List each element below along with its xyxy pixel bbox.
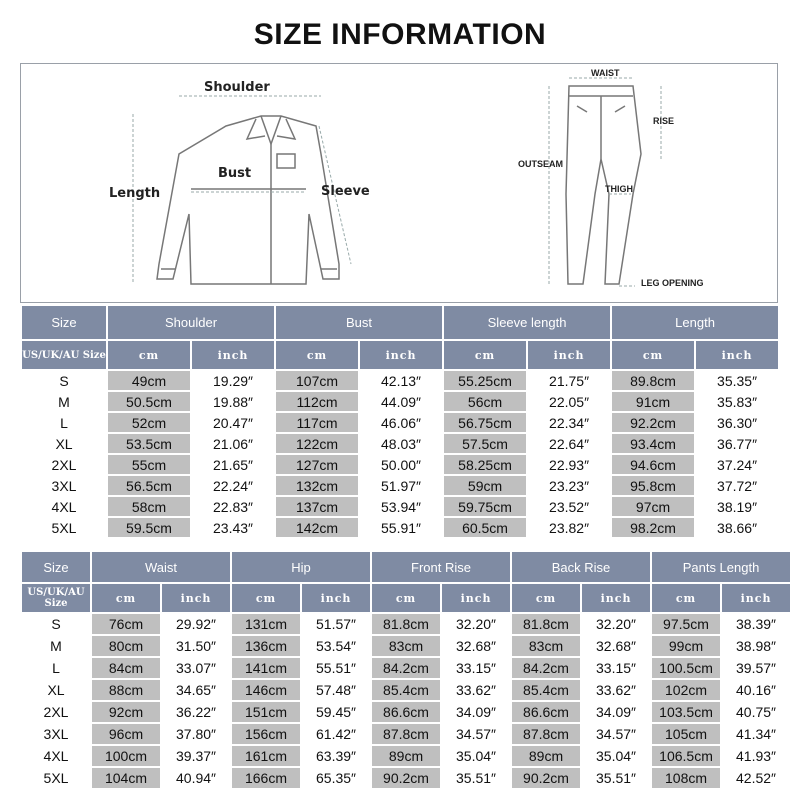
inch-value-cell: 38.98″: [722, 636, 790, 656]
inch-value-cell: 46.06″: [360, 413, 442, 432]
size-column-header: Size: [22, 306, 106, 339]
cm-value-cell: 132cm: [276, 476, 358, 495]
cm-value-cell: 94.6cm: [612, 455, 694, 474]
inch-value-cell: 34.65″: [162, 680, 230, 700]
inch-value-cell: 22.24″: [192, 476, 274, 495]
inch-value-cell: 19.88″: [192, 392, 274, 411]
cm-value-cell: 104cm: [92, 768, 160, 788]
column-header: Front Rise: [372, 552, 510, 582]
size-cell: S: [22, 614, 90, 634]
leg-opening-label: LEG OPENING: [641, 278, 704, 288]
inch-value-cell: 38.19″: [696, 497, 778, 516]
inch-value-cell: 42.52″: [722, 768, 790, 788]
cm-value-cell: 90.2cm: [372, 768, 440, 788]
inch-value-cell: 23.82″: [528, 518, 610, 537]
inch-value-cell: 50.00″: [360, 455, 442, 474]
cm-value-cell: 80cm: [92, 636, 160, 656]
cm-value-cell: 93.4cm: [612, 434, 694, 453]
inch-value-cell: 35.04″: [582, 746, 650, 766]
inch-value-cell: 22.93″: [528, 455, 610, 474]
cm-value-cell: 84.2cm: [372, 658, 440, 678]
inch-value-cell: 51.97″: [360, 476, 442, 495]
inch-value-cell: 32.68″: [442, 636, 510, 656]
size-cell: 4XL: [22, 746, 90, 766]
table-row: [22, 413, 778, 432]
unit-inch-label: inch: [162, 584, 230, 612]
cm-value-cell: 137cm: [276, 497, 358, 516]
table-row: [22, 768, 790, 788]
unit-inch-label: inch: [360, 341, 442, 369]
waist-label: WAIST: [591, 68, 620, 78]
cm-value-cell: 99cm: [652, 636, 720, 656]
unit-cm-label: cm: [276, 341, 358, 369]
inch-value-cell: 40.94″: [162, 768, 230, 788]
cm-value-cell: 90.2cm: [512, 768, 580, 788]
cm-value-cell: 100.5cm: [652, 658, 720, 678]
table-header-row: [22, 306, 778, 339]
cm-value-cell: 55.25cm: [444, 371, 526, 390]
inch-value-cell: 41.93″: [722, 746, 790, 766]
size-cell: 2XL: [22, 702, 90, 722]
inch-value-cell: 48.03″: [360, 434, 442, 453]
unit-cm-label: cm: [372, 584, 440, 612]
inch-value-cell: 32.20″: [582, 614, 650, 634]
cm-value-cell: 98.2cm: [612, 518, 694, 537]
cm-value-cell: 117cm: [276, 413, 358, 432]
table-unit-row: [22, 341, 778, 369]
unit-inch-label: inch: [722, 584, 790, 612]
unit-inch-label: inch: [302, 584, 370, 612]
inch-value-cell: 65.35″: [302, 768, 370, 788]
inch-value-cell: 37.24″: [696, 455, 778, 474]
inch-value-cell: 23.23″: [528, 476, 610, 495]
inch-value-cell: 42.13″: [360, 371, 442, 390]
table-row: [22, 724, 790, 744]
table-row: [22, 614, 790, 634]
unit-cm-label: cm: [92, 584, 160, 612]
size-system-label: US/UK/AU Size: [22, 341, 106, 369]
inch-value-cell: 21.75″: [528, 371, 610, 390]
inch-value-cell: 40.75″: [722, 702, 790, 722]
inch-value-cell: 44.09″: [360, 392, 442, 411]
cm-value-cell: 59.75cm: [444, 497, 526, 516]
table-row: [22, 392, 778, 411]
table-unit-row: [22, 584, 790, 612]
inch-value-cell: 34.57″: [442, 724, 510, 744]
column-header: Waist: [92, 552, 230, 582]
cm-value-cell: 112cm: [276, 392, 358, 411]
cm-value-cell: 91cm: [612, 392, 694, 411]
column-header: Pants Length: [652, 552, 790, 582]
size-cell: XL: [22, 434, 106, 453]
inch-value-cell: 34.09″: [442, 702, 510, 722]
inch-value-cell: 35.35″: [696, 371, 778, 390]
cm-value-cell: 84cm: [92, 658, 160, 678]
cm-value-cell: 86.6cm: [372, 702, 440, 722]
cm-value-cell: 56.5cm: [108, 476, 190, 495]
inch-value-cell: 37.72″: [696, 476, 778, 495]
page-title: SIZE INFORMATION: [253, 18, 547, 51]
inch-value-cell: 22.83″: [192, 497, 274, 516]
rise-label: RISE: [653, 116, 675, 126]
inch-value-cell: 23.43″: [192, 518, 274, 537]
cm-value-cell: 59.5cm: [108, 518, 190, 537]
inch-value-cell: 33.15″: [442, 658, 510, 678]
unit-cm-label: cm: [444, 341, 526, 369]
size-cell: L: [22, 413, 106, 432]
table-row: [22, 518, 778, 537]
cm-value-cell: 161cm: [232, 746, 300, 766]
cm-value-cell: 166cm: [232, 768, 300, 788]
shirt-and-pants-diagram: [21, 64, 779, 304]
cm-value-cell: 92.2cm: [612, 413, 694, 432]
inch-value-cell: 63.39″: [302, 746, 370, 766]
table-row: [22, 636, 790, 656]
column-header: Hip: [232, 552, 370, 582]
inch-value-cell: 20.47″: [192, 413, 274, 432]
inch-value-cell: 51.57″: [302, 614, 370, 634]
inch-value-cell: 57.48″: [302, 680, 370, 700]
table-row: [22, 746, 790, 766]
cm-value-cell: 58cm: [108, 497, 190, 516]
inch-value-cell: 35.04″: [442, 746, 510, 766]
unit-cm-label: cm: [652, 584, 720, 612]
inch-value-cell: 31.50″: [162, 636, 230, 656]
size-cell: S: [22, 371, 106, 390]
inch-value-cell: 32.20″: [442, 614, 510, 634]
cm-value-cell: 100cm: [92, 746, 160, 766]
cm-value-cell: 142cm: [276, 518, 358, 537]
cm-value-cell: 102cm: [652, 680, 720, 700]
size-cell: 3XL: [22, 724, 90, 744]
size-cell: M: [22, 636, 90, 656]
cm-value-cell: 97.5cm: [652, 614, 720, 634]
outseam-label: OUTSEAM: [518, 159, 563, 169]
size-cell: L: [22, 658, 90, 678]
cm-value-cell: 56cm: [444, 392, 526, 411]
unit-cm-label: cm: [108, 341, 190, 369]
unit-inch-label: inch: [442, 584, 510, 612]
inch-value-cell: 33.62″: [442, 680, 510, 700]
cm-value-cell: 95.8cm: [612, 476, 694, 495]
inch-value-cell: 53.94″: [360, 497, 442, 516]
table-header-row: [22, 552, 790, 582]
size-cell: 4XL: [22, 497, 106, 516]
cm-value-cell: 89.8cm: [612, 371, 694, 390]
table-row: [22, 476, 778, 495]
cm-value-cell: 105cm: [652, 724, 720, 744]
unit-inch-label: inch: [192, 341, 274, 369]
cm-value-cell: 103.5cm: [652, 702, 720, 722]
table-row: [22, 455, 778, 474]
inch-value-cell: 19.29″: [192, 371, 274, 390]
inch-value-cell: 22.64″: [528, 434, 610, 453]
size-cell: M: [22, 392, 106, 411]
inch-value-cell: 36.22″: [162, 702, 230, 722]
column-header: Length: [612, 306, 778, 339]
unit-cm-label: cm: [512, 584, 580, 612]
inch-value-cell: 38.66″: [696, 518, 778, 537]
inch-value-cell: 21.06″: [192, 434, 274, 453]
table-row: [22, 702, 790, 722]
cm-value-cell: 136cm: [232, 636, 300, 656]
cm-value-cell: 106.5cm: [652, 746, 720, 766]
cm-value-cell: 146cm: [232, 680, 300, 700]
column-header: Bust: [276, 306, 442, 339]
column-header: Sleeve length: [444, 306, 610, 339]
size-column-header: Size: [22, 552, 90, 582]
inch-value-cell: 35.51″: [442, 768, 510, 788]
inch-value-cell: 55.51″: [302, 658, 370, 678]
cm-value-cell: 87.8cm: [512, 724, 580, 744]
cm-value-cell: 84.2cm: [512, 658, 580, 678]
size-cell: 3XL: [22, 476, 106, 495]
cm-value-cell: 89cm: [372, 746, 440, 766]
cm-value-cell: 49cm: [108, 371, 190, 390]
cm-value-cell: 50.5cm: [108, 392, 190, 411]
column-header: Back Rise: [512, 552, 650, 582]
cm-value-cell: 81.8cm: [512, 614, 580, 634]
cm-value-cell: 56.75cm: [444, 413, 526, 432]
inch-value-cell: 39.57″: [722, 658, 790, 678]
cm-value-cell: 156cm: [232, 724, 300, 744]
size-cell: 2XL: [22, 455, 106, 474]
cm-value-cell: 60.5cm: [444, 518, 526, 537]
column-header: Shoulder: [108, 306, 274, 339]
cm-value-cell: 55cm: [108, 455, 190, 474]
inch-value-cell: 23.52″: [528, 497, 610, 516]
cm-value-cell: 85.4cm: [512, 680, 580, 700]
table-row: [22, 434, 778, 453]
cm-value-cell: 81.8cm: [372, 614, 440, 634]
inch-value-cell: 21.65″: [192, 455, 274, 474]
inch-value-cell: 32.68″: [582, 636, 650, 656]
inch-value-cell: 34.09″: [582, 702, 650, 722]
inch-value-cell: 53.54″: [302, 636, 370, 656]
cm-value-cell: 131cm: [232, 614, 300, 634]
shirt-size-table: [20, 304, 780, 539]
inch-value-cell: 38.39″: [722, 614, 790, 634]
inch-value-cell: 34.57″: [582, 724, 650, 744]
inch-value-cell: 33.62″: [582, 680, 650, 700]
cm-value-cell: 97cm: [612, 497, 694, 516]
cm-value-cell: 83cm: [372, 636, 440, 656]
cm-value-cell: 83cm: [512, 636, 580, 656]
shirt-drawing: [157, 116, 339, 284]
unit-inch-label: inch: [582, 584, 650, 612]
inch-value-cell: 59.45″: [302, 702, 370, 722]
cm-value-cell: 52cm: [108, 413, 190, 432]
cm-value-cell: 87.8cm: [372, 724, 440, 744]
cm-value-cell: 127cm: [276, 455, 358, 474]
length-label: Length: [109, 186, 161, 201]
size-system-label: US/UK/AU Size: [22, 584, 90, 612]
cm-value-cell: 88cm: [92, 680, 160, 700]
cm-value-cell: 122cm: [276, 434, 358, 453]
size-cell: 5XL: [22, 768, 90, 788]
inch-value-cell: 35.83″: [696, 392, 778, 411]
thigh-label: THIGH: [605, 184, 633, 194]
cm-value-cell: 151cm: [232, 702, 300, 722]
unit-cm-label: cm: [612, 341, 694, 369]
measurement-illustration: [20, 63, 778, 303]
inch-value-cell: 22.05″: [528, 392, 610, 411]
cm-value-cell: 92cm: [92, 702, 160, 722]
inch-value-cell: 33.15″: [582, 658, 650, 678]
inch-value-cell: 22.34″: [528, 413, 610, 432]
inch-value-cell: 39.37″: [162, 746, 230, 766]
inch-value-cell: 41.34″: [722, 724, 790, 744]
table-row: [22, 658, 790, 678]
cm-value-cell: 96cm: [92, 724, 160, 744]
cm-value-cell: 58.25cm: [444, 455, 526, 474]
cm-value-cell: 108cm: [652, 768, 720, 788]
table-row: [22, 680, 790, 700]
cm-value-cell: 107cm: [276, 371, 358, 390]
pants-size-table: [20, 550, 792, 790]
unit-inch-label: inch: [696, 341, 778, 369]
size-cell: 5XL: [22, 518, 106, 537]
unit-cm-label: cm: [232, 584, 300, 612]
inch-value-cell: 29.92″: [162, 614, 230, 634]
shoulder-label: Shoulder: [204, 80, 270, 95]
inch-value-cell: 61.42″: [302, 724, 370, 744]
cm-value-cell: 141cm: [232, 658, 300, 678]
inch-value-cell: 35.51″: [582, 768, 650, 788]
cm-value-cell: 59cm: [444, 476, 526, 495]
cm-value-cell: 86.6cm: [512, 702, 580, 722]
inch-value-cell: 55.91″: [360, 518, 442, 537]
table-row: [22, 371, 778, 390]
inch-value-cell: 40.16″: [722, 680, 790, 700]
inch-value-cell: 33.07″: [162, 658, 230, 678]
bust-label: Bust: [218, 166, 252, 181]
inch-value-cell: 36.30″: [696, 413, 778, 432]
inch-value-cell: 36.77″: [696, 434, 778, 453]
cm-value-cell: 76cm: [92, 614, 160, 634]
table-row: [22, 497, 778, 516]
cm-value-cell: 57.5cm: [444, 434, 526, 453]
cm-value-cell: 53.5cm: [108, 434, 190, 453]
cm-value-cell: 89cm: [512, 746, 580, 766]
inch-value-cell: 37.80″: [162, 724, 230, 744]
cm-value-cell: 85.4cm: [372, 680, 440, 700]
unit-inch-label: inch: [528, 341, 610, 369]
sleeve-label: Sleeve: [321, 184, 370, 199]
size-cell: XL: [22, 680, 90, 700]
